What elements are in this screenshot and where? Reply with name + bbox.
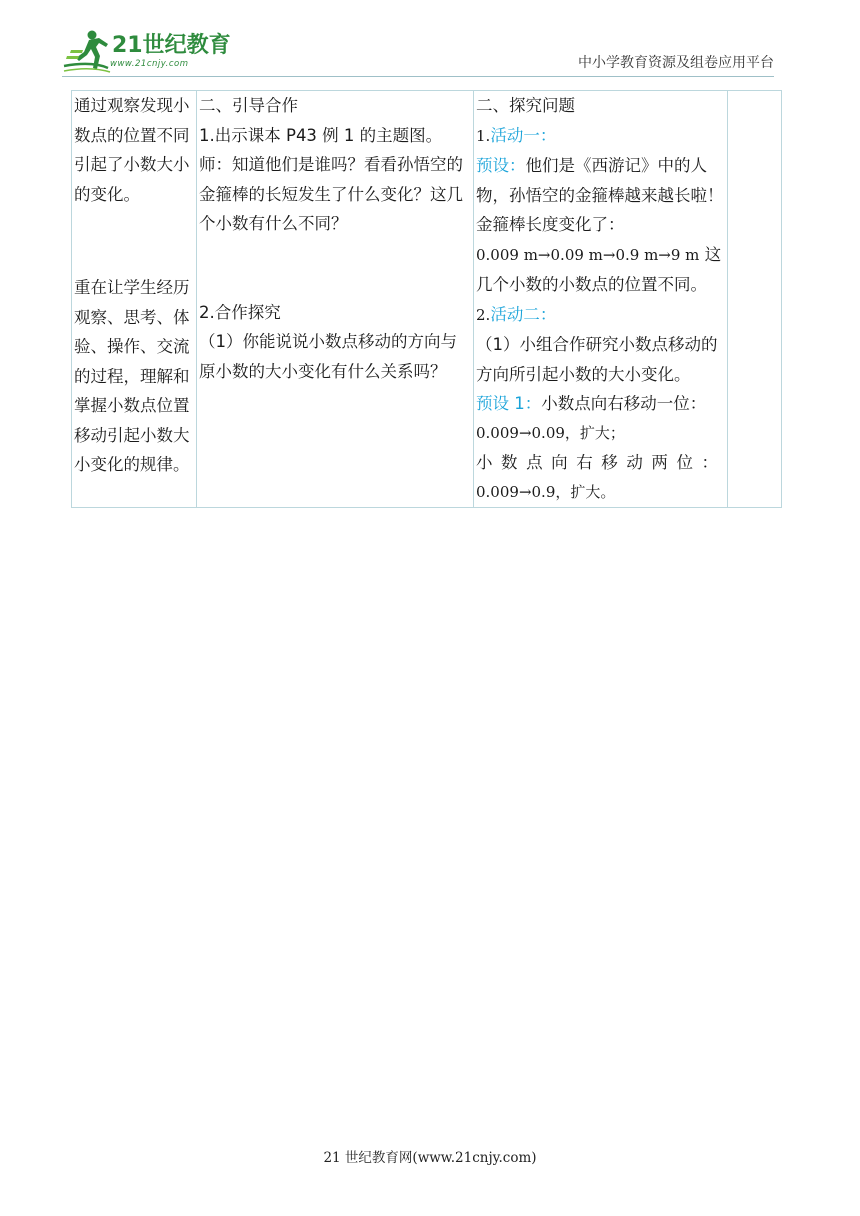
activity-1-number: 1.: [476, 126, 491, 145]
activity-1-line: [476, 121, 726, 152]
activity-1-label: 活动一：: [490, 125, 557, 145]
spacer: [74, 209, 195, 268]
activity-2-line: [476, 300, 726, 331]
page-header: [0, 0, 860, 90]
preset-label: 预设：: [476, 156, 526, 175]
preset-1-line: [476, 389, 726, 419]
result-line-1: 0.009→0.09，扩大；: [476, 423, 625, 442]
result-line-3: 0.009→0.9，扩大。: [476, 482, 616, 501]
preset-text: 他们是《西游记》中的人物，孙悟空的金箍棒越来越长啦！金箍棒长度变化了：: [476, 156, 724, 234]
notes-cell: [728, 91, 782, 508]
logo-title: 21世纪教育: [112, 33, 231, 58]
teacher-item-2: 2.合作探究: [199, 302, 281, 322]
teacher-item-1: 1.出示课本 P43 例 1 的主题图。: [199, 125, 443, 145]
page-footer: 21 世纪教育网(www.21cnjy.com): [323, 1150, 537, 1166]
activity-2-text: （1）小组合作研究小数点移动的方向所引起小数的大小变化。: [476, 335, 718, 384]
sequence-tail: 这几个小数的小数点的位置不同。: [476, 244, 722, 294]
goal-text-2: 重在让学生经历观察、思考、体验、操作、交流的过程，理解和掌握小数点位置移动引起小数大小变化的规律。: [74, 278, 190, 474]
activity-2-label: 活动二：: [490, 304, 557, 324]
result-line-2: 小数点向右移动两位：: [476, 453, 726, 472]
activity-2-number: 2.: [476, 305, 491, 324]
spacer: [199, 239, 472, 298]
logo-url: www.21cnjy.com: [110, 59, 189, 69]
preset-1-label: 预设 1：: [476, 394, 542, 413]
goal-text-1: 通过观察发现小数点的位置不同引起了小数大小的变化。: [74, 96, 190, 204]
site-logo[interactable]: [62, 28, 232, 74]
student-activity-cell: [474, 91, 728, 508]
preset-1-text: 小数点向右移动一位：: [541, 394, 707, 413]
student-heading: 二、探究问题: [476, 96, 575, 115]
header-divider: [62, 76, 774, 77]
teacher-item-1-text: 师：知道他们是谁吗？看看孙悟空的金箍棒的长短发生了什么变化？这几个小数有什么不同？: [199, 155, 463, 233]
teacher-item-2-text: （1）你能说说小数点移动的方向与原小数的大小变化有什么关系吗？: [199, 332, 457, 381]
decimal-sequence: 0.009 m→0.09 m→0.9 m→9 m: [476, 245, 700, 264]
teacher-activity-cell: [197, 91, 474, 508]
preset-paragraph: [476, 151, 726, 240]
sequence-paragraph: [476, 240, 726, 300]
teacher-heading: 二、引导合作: [199, 96, 298, 115]
platform-slogan: 中小学教育资源及组卷应用平台: [578, 55, 774, 71]
lesson-table: [71, 90, 782, 508]
table-row: [72, 91, 782, 508]
goal-cell: [72, 91, 197, 508]
